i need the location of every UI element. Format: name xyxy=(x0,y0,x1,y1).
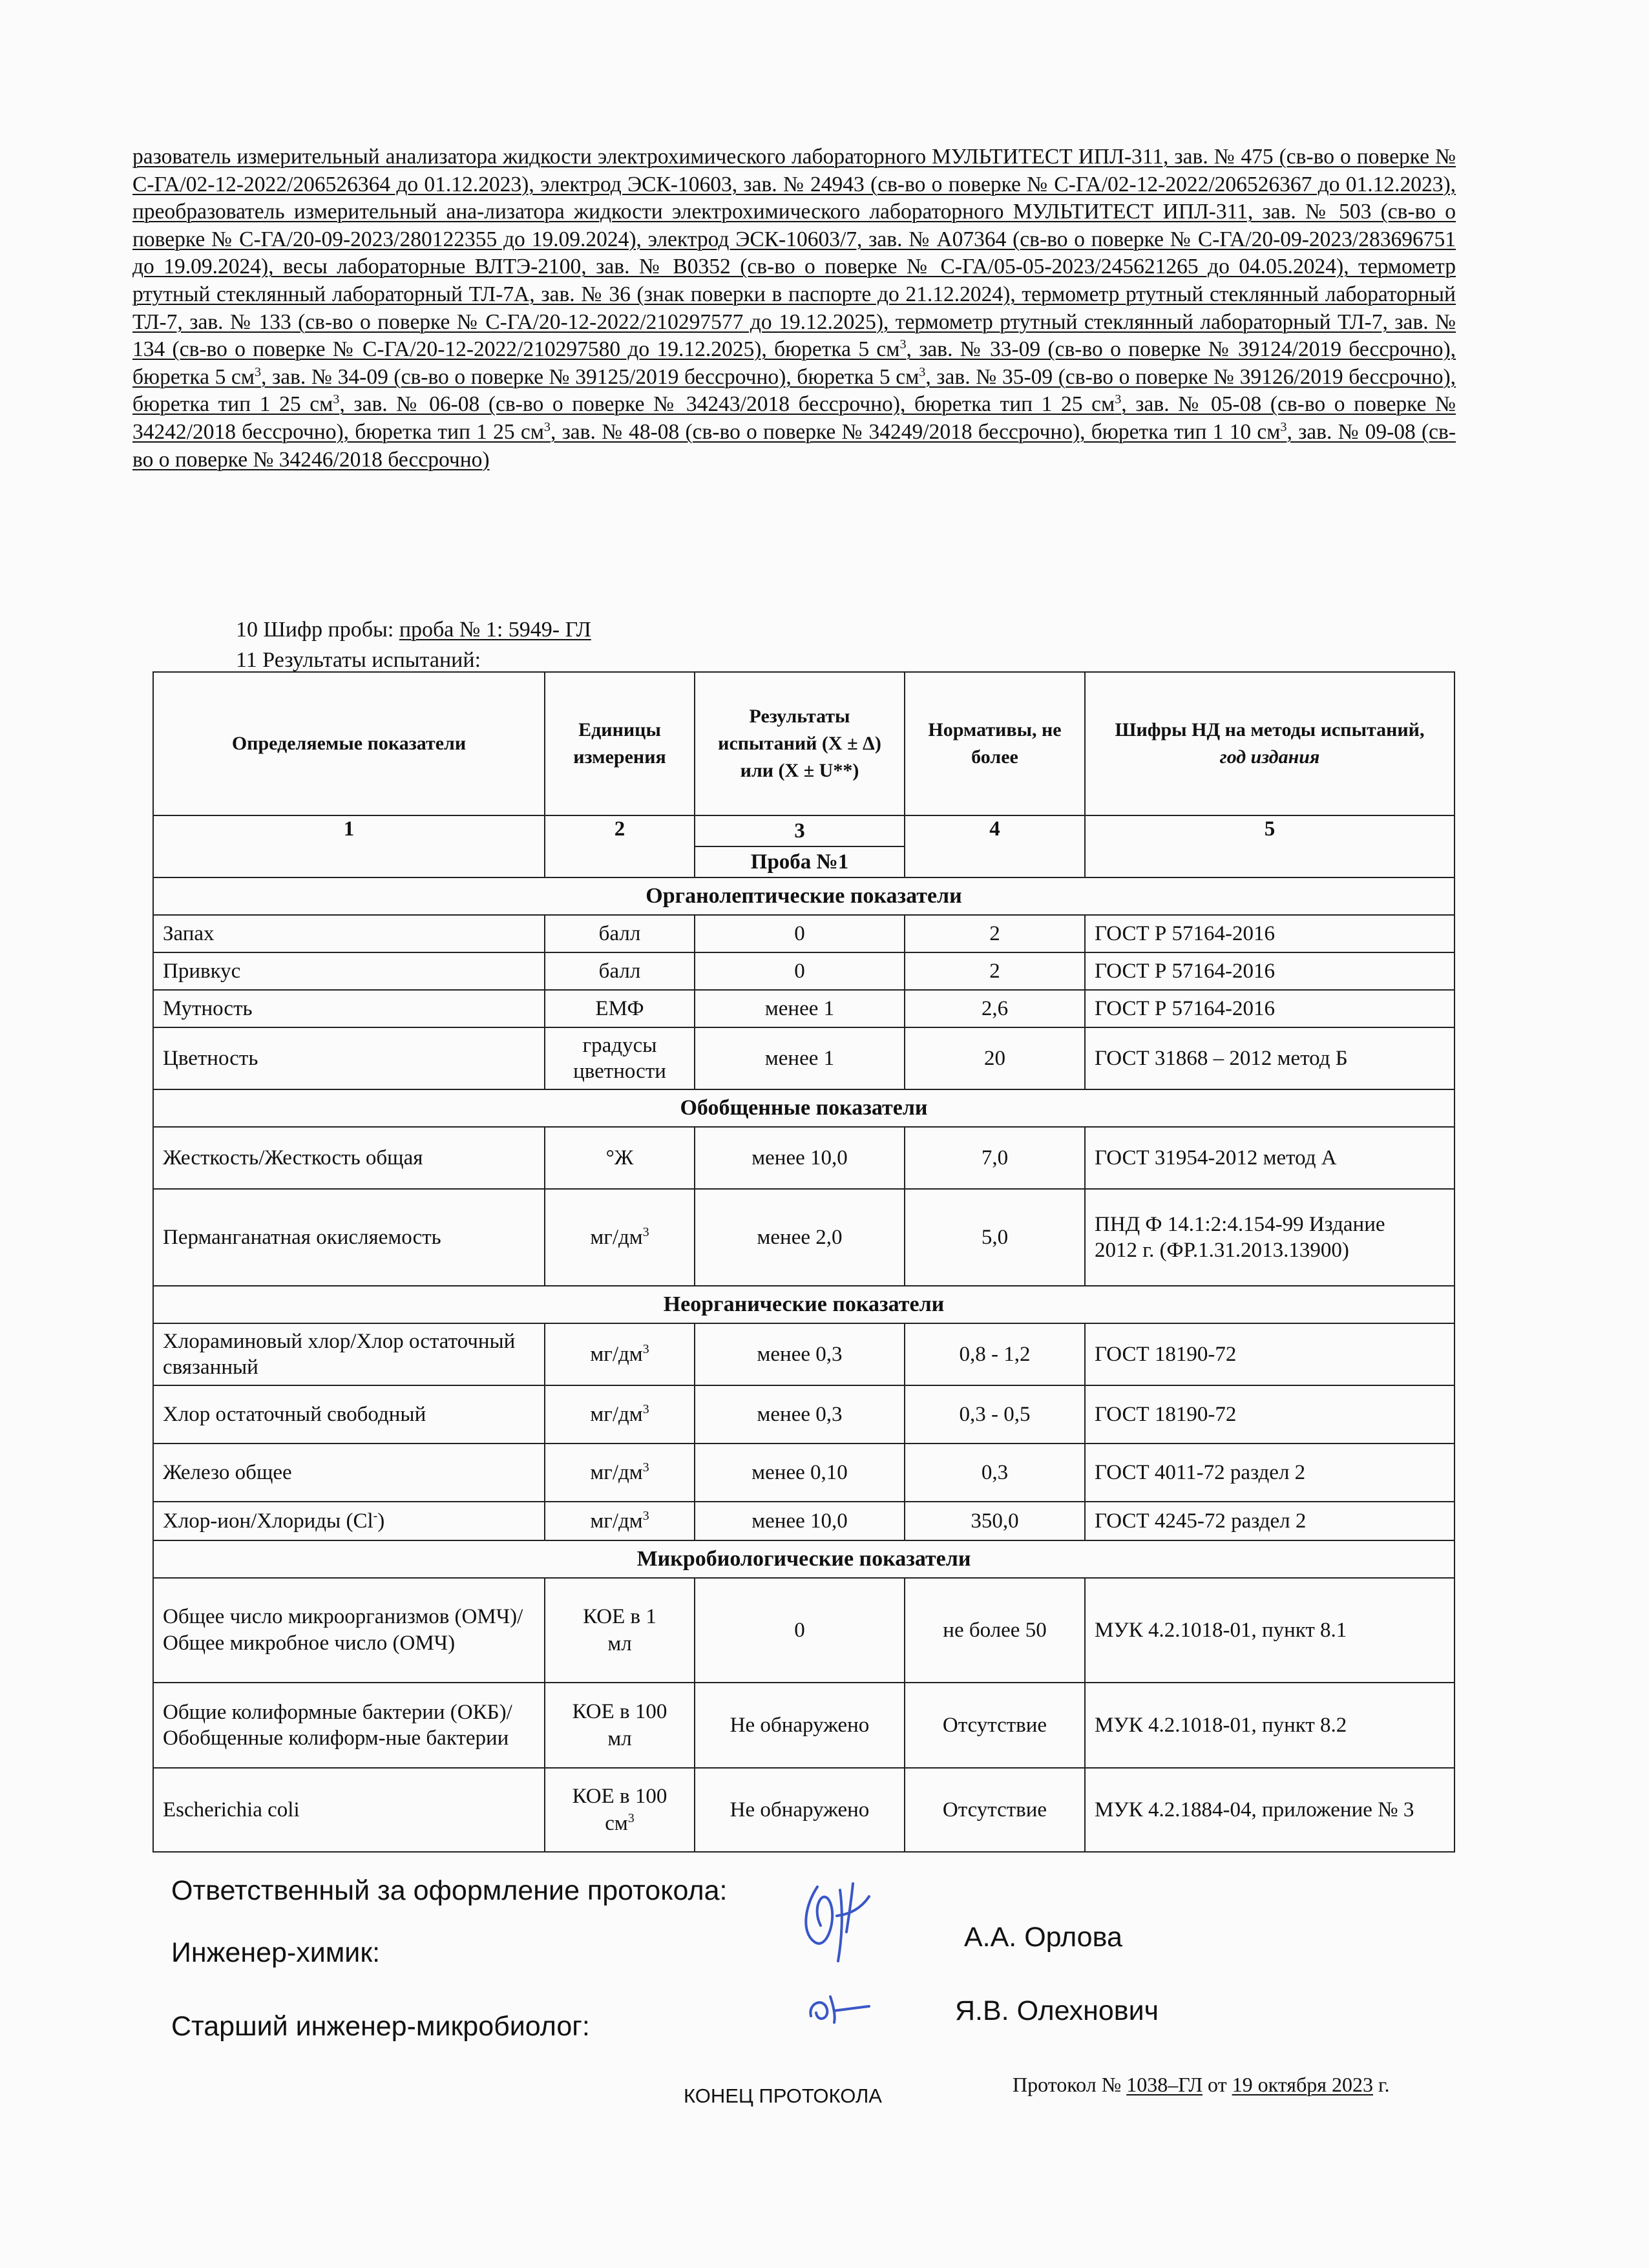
method: ГОСТ 18190-72 xyxy=(1085,1385,1455,1444)
method: ГОСТ 4011-72 раздел 2 xyxy=(1085,1444,1455,1502)
unit: градусы цветности xyxy=(545,1027,695,1089)
indicator-name: Перманганатная окисляемость xyxy=(153,1189,545,1286)
table-row xyxy=(153,952,1455,990)
equipment-text-1: разователь измерительный анализатора жидкости электрохимического лабораторного МУЛЬТИТЕСТ ИПЛ-311, зав. № 475 (св-во о поверке № С-ГА/02-12-2022/206526364 до 01.12.2023), электрод ЭСК-10603, зав. № 24943 (св-во о поверке № С-ГА/02-12-2022/206526367 до 01.12.2023), преобразователь измерительный ана-лизатора жидкости электрохимического лабораторного МУЛЬТИТЕСТ ИПЛ-311, зав. № 503 (св-во о поверке № С-ГА/20-09-2023/280122355 до 19.09.2024), электрод ЭСК-10603/7, зав. № А07364 (св-во о поверке № С-ГА/20-09-2023/283696751 до 19.09.2024), весы лабораторные ВЛТЭ-2100, зав. № В0352 (св-во о поверке № С-ГА/05-05-2023/245621265 до 04.05.2024), термометр ртутный стеклянный лабораторный ТЛ-7А, зав. № 36 (знак поверки в паспорте до 21.12.2024), термометр ртутный стеклянный лабораторный ТЛ-7, зав. № 133 (св-во о поверке № С-ГА/20-12-2022/210297577 до 19.12.2025), термометр ртутный стеклянный лабораторный ТЛ-7, зав. № 134 (св-во о поверке № С-ГА/20-12-2022/210297580 до 19.12.2025), бюретка 5 см xyxy=(132,145,1456,362)
protocol-prefix: Протокол № xyxy=(1013,2073,1127,2096)
method: ГОСТ 31868 – 2012 метод Б xyxy=(1085,1027,1455,1089)
indicator-name-end: ) xyxy=(377,1509,385,1533)
result: менее 1 xyxy=(695,990,905,1027)
equipment-text-7: , зав. № 48-08 (св-во о поверке № 34249/2018 бессрочно), бюретка тип 1 10 см xyxy=(550,419,1281,444)
section-title: Органолептические показатели xyxy=(153,877,1455,915)
result: менее 0,3 xyxy=(695,1323,905,1385)
result: менее 0,3 xyxy=(695,1385,905,1444)
col-number-2: 2 xyxy=(545,815,695,877)
signer-role-chemist: Инженер-химик: xyxy=(171,1937,381,1968)
section-row xyxy=(153,1089,1455,1127)
unit-superscript: 3 xyxy=(642,1224,649,1239)
norm: 2 xyxy=(905,952,1085,990)
header-norms: Нормативы, не более xyxy=(905,672,1085,815)
table-row xyxy=(153,1385,1455,1444)
indicator-name: Железо общее xyxy=(153,1444,545,1502)
superscript: 3 xyxy=(919,364,926,379)
indicator-name: Привкус xyxy=(153,952,545,990)
signer-role-microbiologist: Старший инженер-микробиолог: xyxy=(171,2011,590,2042)
superscript: 3 xyxy=(1280,419,1287,434)
superscript: 3 xyxy=(333,392,340,407)
sample-code-value: проба № 1: 5949- ГЛ xyxy=(399,618,591,642)
protocol-reference xyxy=(1013,2073,1390,2097)
protocol-middle: от xyxy=(1203,2073,1232,2096)
norm: 2 xyxy=(905,915,1085,952)
signer-name-microbiologist: Я.В. Олехнович xyxy=(955,1995,1159,2026)
method: ГОСТ 31954-2012 метод А xyxy=(1085,1127,1455,1189)
signature-microbiologist-image xyxy=(804,1984,876,2029)
method: ГОСТ Р 57164-2016 xyxy=(1085,952,1455,990)
norm: 0,8 - 1,2 xyxy=(905,1323,1085,1385)
header-methods-year: год издания xyxy=(1219,746,1320,768)
indicator-name: Цветность xyxy=(153,1027,545,1089)
col-number-5: 5 xyxy=(1085,815,1455,877)
responsible-label: Ответственный за оформление протокола: xyxy=(171,1875,728,1906)
col-number-1: 1 xyxy=(153,815,545,877)
result: менее 2,0 xyxy=(695,1189,905,1286)
norm: 350,0 xyxy=(905,1502,1085,1540)
header-methods-text: Шифры НД на методы испытаний, xyxy=(1115,719,1425,740)
section-row xyxy=(153,1286,1455,1323)
superscript: 3 xyxy=(899,337,907,352)
sample-code-line xyxy=(236,618,591,642)
indicator-name: Запах xyxy=(153,915,545,952)
indicator-name: Общие колиформные бактерии (ОКБ)/Обобщенные колиформ-ные бактерии xyxy=(153,1683,545,1768)
norm: 2,6 xyxy=(905,990,1085,1027)
unit: КОЕ в 100 см xyxy=(572,1785,667,1835)
indicator-name-cell xyxy=(153,1502,545,1540)
indicator-name: Общее число микроорганизмов (ОМЧ)/Общее микробное число (ОМЧ) xyxy=(153,1578,545,1683)
equipment-text-5: , зав. № 06-08 (св-во о поверке № 34243/2018 бессрочно), бюретка тип 1 25 см xyxy=(339,392,1115,417)
norm: 5,0 xyxy=(905,1189,1085,1286)
superscript: 3 xyxy=(1115,392,1122,407)
results-table xyxy=(152,671,1455,1853)
unit: мг/дм xyxy=(590,1509,643,1533)
unit: °Ж xyxy=(545,1127,695,1189)
section-title: Неорганические показатели xyxy=(153,1286,1455,1323)
unit: мг/дм xyxy=(590,1460,643,1484)
result: 0 xyxy=(695,952,905,990)
section-title: Обобщенные показатели xyxy=(153,1089,1455,1127)
unit: балл xyxy=(545,915,695,952)
header-units: Единицы измерения xyxy=(545,672,695,815)
indicator-name: Хлор-ион/Хлориды (Cl xyxy=(163,1509,373,1533)
protocol-date: 19 октября 2023 xyxy=(1232,2073,1374,2096)
column-number-row xyxy=(153,815,1455,846)
norm: 20 xyxy=(905,1027,1085,1089)
results-label: 11 Результаты испытаний: xyxy=(236,648,481,672)
indicator-name: Хлораминовый хлор/Хлор остаточный связанный xyxy=(153,1323,545,1385)
signature-chemist-image xyxy=(792,1880,888,1964)
result: менее 10,0 xyxy=(695,1502,905,1540)
indicator-name: Жесткость/Жесткость общая xyxy=(153,1127,545,1189)
equipment-list-paragraph xyxy=(132,143,1456,474)
unit-cell xyxy=(545,1385,695,1444)
unit-superscript: 3 xyxy=(642,1508,649,1523)
result: Не обнаружено xyxy=(695,1768,905,1852)
col-number-4: 4 xyxy=(905,815,1085,877)
sample-label: Проба №1 xyxy=(695,846,905,877)
result: 0 xyxy=(695,1578,905,1683)
norm: 0,3 xyxy=(905,1444,1085,1502)
unit-cell xyxy=(545,1502,695,1540)
unit: мг/дм xyxy=(590,1225,643,1249)
method: ГОСТ 18190-72 xyxy=(1085,1323,1455,1385)
method: ГОСТ 4245-72 раздел 2 xyxy=(1085,1502,1455,1540)
end-of-protocol: КОНЕЦ ПРОТОКОЛА xyxy=(684,2084,882,2107)
header-indicators: Определяемые показатели xyxy=(153,672,545,815)
superscript: 3 xyxy=(254,364,262,379)
unit: мг/дм xyxy=(590,1402,643,1426)
protocol-number: 1038–ГЛ xyxy=(1126,2073,1203,2096)
equipment-text-8: , зав. № 09-08 (св-во о поверке № 34246/2018 бессрочно) xyxy=(132,419,1456,472)
result: менее 10,0 xyxy=(695,1127,905,1189)
unit: КОЕ в 100 мл xyxy=(545,1683,695,1768)
table-row xyxy=(153,915,1455,952)
unit: балл xyxy=(545,952,695,990)
norm: не более 50 xyxy=(905,1578,1085,1683)
table-row xyxy=(153,990,1455,1027)
method: МУК 4.2.1018-01, пункт 8.1 xyxy=(1085,1578,1455,1683)
norm: Отсутствие xyxy=(905,1768,1085,1852)
result: менее 1 xyxy=(695,1027,905,1089)
method: ПНД Ф 14.1:2:4.154-99 Издание 2012 г. (ФР.1.31.2013.13900) xyxy=(1085,1189,1455,1286)
table-row xyxy=(153,1189,1455,1286)
indicator-name: Мутность xyxy=(153,990,545,1027)
table-row xyxy=(153,1578,1455,1683)
equipment-text-6: , зав. № 05-08 (св-во о поверке № 34242/2018 бессрочно), бюретка тип 1 25 см xyxy=(132,392,1456,444)
indicator-name: Хлор остаточный свободный xyxy=(153,1385,545,1444)
method: ГОСТ Р 57164-2016 xyxy=(1085,990,1455,1027)
unit: мг/дм xyxy=(590,1342,643,1366)
indicator-superscript: - xyxy=(373,1508,378,1523)
method: ГОСТ Р 57164-2016 xyxy=(1085,915,1455,952)
table-header-row xyxy=(153,672,1455,815)
equipment-text-3: , зав. № 34-09 (св-во о поверке № 39125/2019 бессрочно), бюретка 5 см xyxy=(261,364,919,389)
unit-cell xyxy=(545,1323,695,1385)
header-results: Результаты испытаний (Х ± Δ) или (Х ± U**) xyxy=(695,672,905,815)
unit-cell xyxy=(545,1444,695,1502)
section-row xyxy=(153,877,1455,915)
table-row xyxy=(153,1323,1455,1385)
unit-superscript: 3 xyxy=(642,1460,649,1475)
signature-stroke xyxy=(806,1884,869,1961)
table-row xyxy=(153,1683,1455,1768)
section-row xyxy=(153,1540,1455,1578)
unit-cell xyxy=(545,1768,695,1852)
table-row xyxy=(153,1768,1455,1852)
unit: ЕМФ xyxy=(545,990,695,1027)
unit: КОЕ в 1 мл xyxy=(545,1578,695,1683)
unit-cell xyxy=(545,1189,695,1286)
signer-name-chemist: А.А. Орлова xyxy=(964,1922,1122,1953)
table-row xyxy=(153,1502,1455,1540)
col-number-3: 3 xyxy=(695,815,905,846)
signature-stroke xyxy=(810,1997,869,2022)
indicator-name: Escherichia coli xyxy=(153,1768,545,1852)
unit-superscript: 3 xyxy=(642,1402,649,1416)
unit-superscript: 3 xyxy=(627,1811,635,1825)
table-row xyxy=(153,1444,1455,1502)
section-title: Микробиологические показатели xyxy=(153,1540,1455,1578)
equipment-text-4: , зав. № 35-09 (св-во о поверке № 39126/2019 бессрочно), бюретка тип 1 25 см xyxy=(132,364,1456,417)
norm: 0,3 - 0,5 xyxy=(905,1385,1085,1444)
result: Не обнаружено xyxy=(695,1683,905,1768)
norm: 7,0 xyxy=(905,1127,1085,1189)
method: МУК 4.2.1884-04, приложение № 3 xyxy=(1085,1768,1455,1852)
superscript: 3 xyxy=(543,419,551,434)
protocol-suffix: г. xyxy=(1373,2073,1390,2096)
header-methods xyxy=(1085,672,1455,815)
table-row xyxy=(153,1027,1455,1089)
unit-superscript: 3 xyxy=(642,1341,649,1356)
method: МУК 4.2.1018-01, пункт 8.2 xyxy=(1085,1683,1455,1768)
norm: Отсутствие xyxy=(905,1683,1085,1768)
equipment-text-2: , зав. № 33-09 (св-во о поверке № 39124/2019 бессрочно), бюретка 5 см xyxy=(132,337,1456,389)
result: менее 0,10 xyxy=(695,1444,905,1502)
sample-code-label: 10 Шифр пробы: xyxy=(236,618,399,642)
table-row xyxy=(153,1127,1455,1189)
result: 0 xyxy=(695,915,905,952)
